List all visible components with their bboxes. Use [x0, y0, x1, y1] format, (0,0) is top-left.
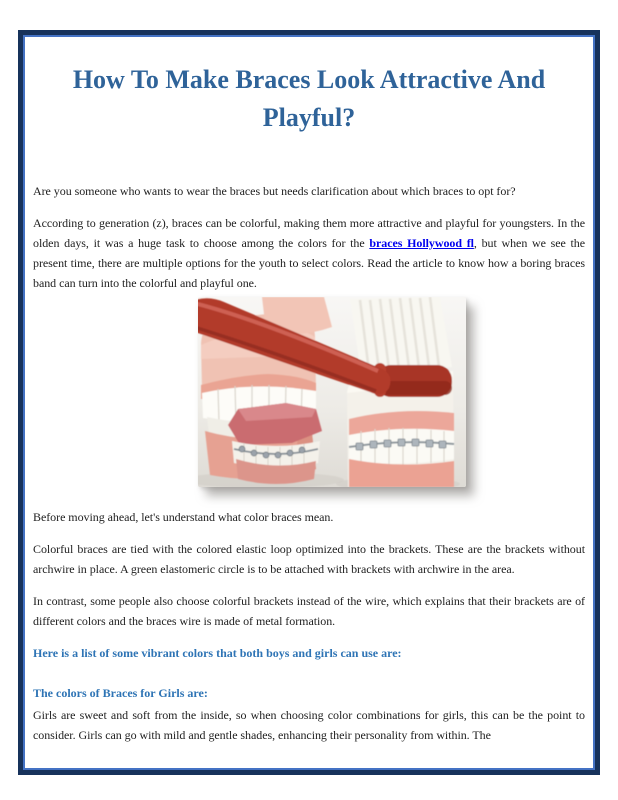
paragraph-colorful: Colorful braces are tied with the colored elastic loop optimized into the brackets. These are the brackets without archwire in place. A green elastomeric circle is to be attached with brackets with archwire in the area. — [33, 542, 585, 576]
braces-photo — [198, 297, 466, 487]
paragraph-generation-after: , but when we see the present time, there are multiple options for the youth to select colors. Read the article to know how a boring braces band can turn into the colorful and playful one. — [33, 236, 585, 290]
paragraph-intro-question: Are you someone who wants to wear the braces but needs clarification about which braces to opt for? — [33, 184, 516, 198]
paragraph-girls: Girls are sweet and soft from the inside, so when choosing color combinations for girls, this can be the point to consider. Girls can go with mild and gentle shades, enhancing their personality from within. The — [33, 708, 585, 742]
paragraph-generation — [33, 213, 585, 293]
paragraph-meaning: Before moving ahead, let's understand what color braces mean. — [33, 510, 334, 524]
content-area — [23, 35, 595, 770]
paragraph-generation-before: According to generation (z), braces can be colorful, making them more attractive and playful for youngsters. In the olden days, it was a huge task to choose among the colors for the — [33, 216, 585, 250]
page-title: How To Make Braces Look Attractive And Playful? — [72, 65, 546, 132]
paragraph-contrast: In contrast, some people also choose colorful brackets instead of the wire, which explains that their brackets are of different colors and the braces wire is made of metal formation. — [33, 594, 585, 628]
heading-vibrant-colors: Here is a list of some vibrant colors that both boys and girls can use are: — [33, 646, 402, 660]
braces-photo-illustration — [198, 297, 466, 487]
heading-girls-colors: The colors of Braces for Girls are: — [33, 686, 208, 700]
page-border — [18, 30, 600, 775]
braces-hollywood-link[interactable]: braces Hollywood fl — [369, 236, 474, 250]
dental-model-front — [228, 403, 322, 484]
